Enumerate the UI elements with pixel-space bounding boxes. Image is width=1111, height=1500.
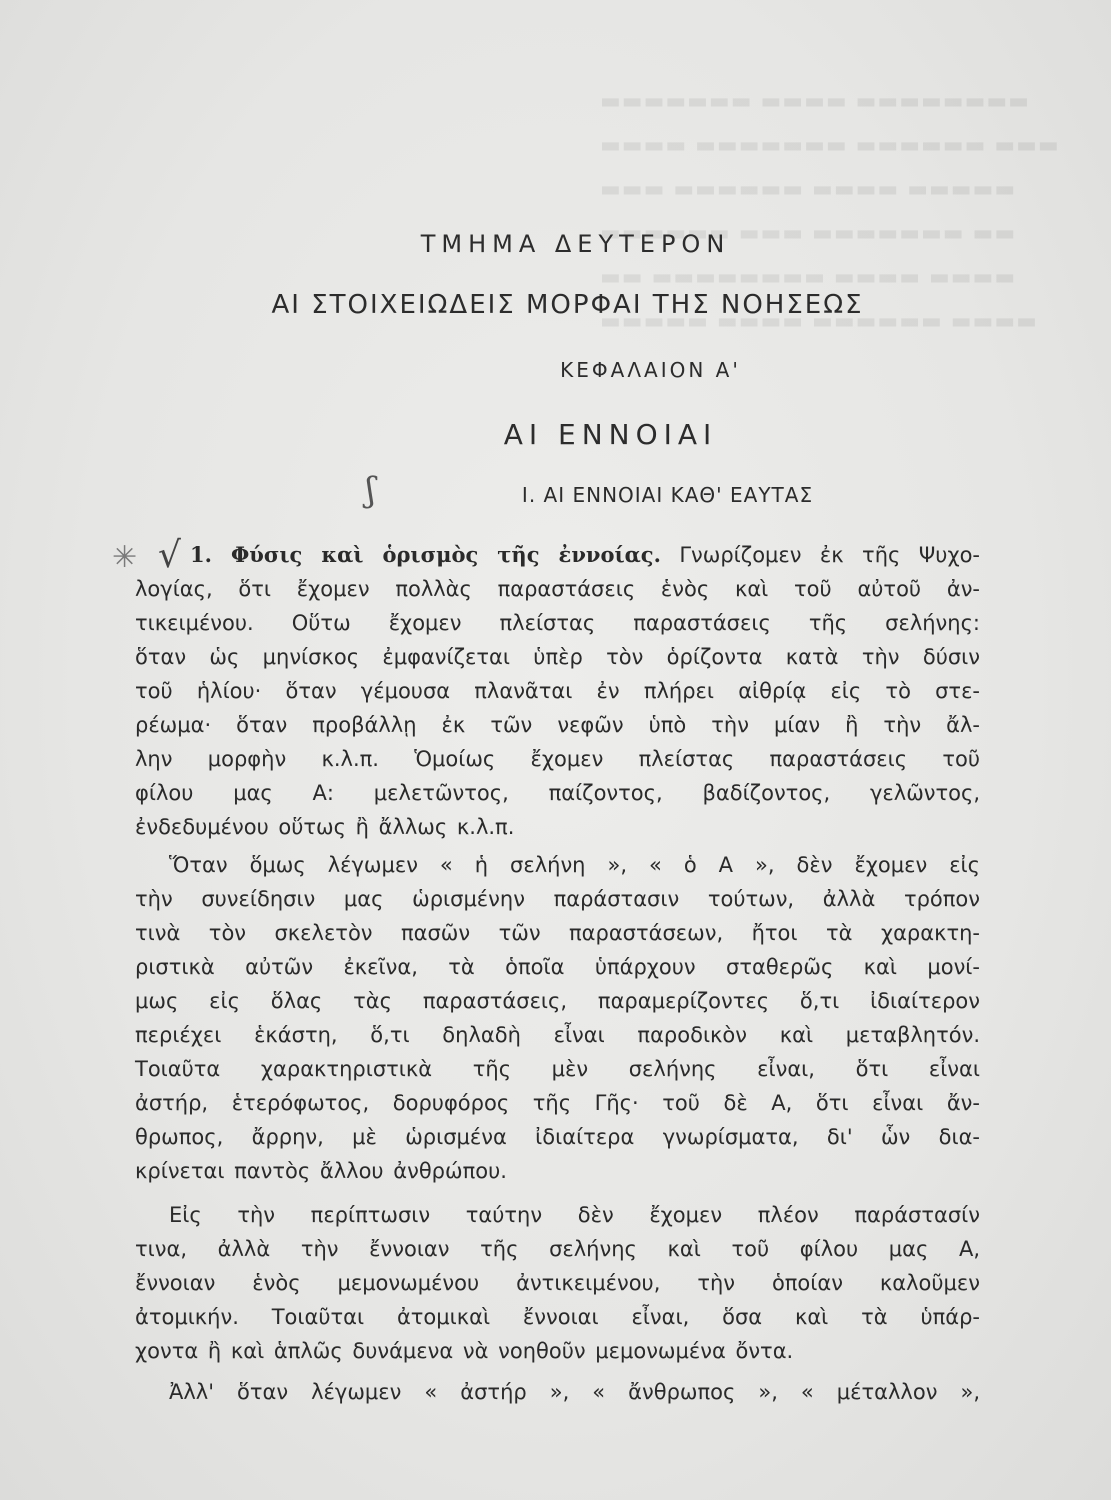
text-line: λην μορφὴν κ.λ.π. Ὁμοίως ἔχομεν πλείστας παραστάσεις τοῦ xyxy=(135,747,980,771)
text-line: Ὅταν ὅμως λέγωμεν « ἡ σελήνη », « ὁ Α », δὲν ἔχομεν εἰς xyxy=(169,853,980,877)
text-line: ἀτομικήν. Τοιαῦται ἀτομικαὶ ἔννοιαι εἶναι, ὅσα καὶ τὰ ὑπάρ- xyxy=(135,1305,980,1329)
text-line: μως εἰς ὅλας τὰς παραστάσεις, παραμερίζοντες ὅ,τι ἰδιαίτερον xyxy=(135,989,980,1013)
text-line: τινὰ τὸν σκελετὸν πασῶν τῶν παραστάσεων, ἤτοι τὰ χαρακτη- xyxy=(135,921,980,945)
paragraph-3 xyxy=(135,1198,980,1368)
section-heading: ΤΜΗΜΑ ΔΕΥΤΕΡΟΝ xyxy=(420,230,731,258)
paragraph-1-line-0-rest: Γνωρίζομεν ἐκ τῆς Ψυχο- xyxy=(660,543,980,567)
text-line: θρωπος, ἄρρην, μὲ ὡρισμένα ἰδιαίτερα γνωρίσματα, δι' ὧν δια- xyxy=(135,1125,980,1149)
margin-star-mark: ✳ xyxy=(112,540,138,575)
part-heading: ΑΙ ΣΤΟΙΧΕΙΩΔΕΙΣ ΜΟΡΦΑΙ ΤΗΣ ΝΟΗΣΕΩΣ xyxy=(271,290,864,320)
text-line: τικειμένου. Οὕτω ἔχομεν πλείστας παραστάσεις τῆς σελήνης: xyxy=(135,611,980,635)
text-line: ὅταν ὡς μηνίσκος ἐμφανίζεται ὑπὲρ τὸν ὁρίζοντα κατὰ τὴν δύσιν xyxy=(135,645,980,669)
check-mark: √ xyxy=(158,535,181,576)
paragraph-1-line-0 xyxy=(135,538,980,572)
text-line: κρίνεται παντὸς ἄλλου ἀνθρώπου. xyxy=(135,1159,507,1183)
text-line: περιέχει ἑκάστη, ὅ,τι δηλαδὴ εἶναι παροδικὸν καὶ μεταβλητόν. xyxy=(135,1023,980,1047)
text-line: τὴν συνείδησιν μας ὡρισμένην παράστασιν τούτων, ἀλλὰ τρόπον xyxy=(135,887,980,911)
text-line: ριστικὰ αὐτῶν ἐκεῖνα, τὰ ὁποῖα ὑπάρχουν σταθερῶς καὶ μονί- xyxy=(135,955,980,979)
text-line: ἀστήρ, ἑτερόφωτος, δορυφόρος τῆς Γῆς· τοῦ δὲ Α, ὅτι εἶναι ἄν- xyxy=(135,1091,980,1115)
chapter-title: ΑΙ ΕΝΝΟΙΑΙ xyxy=(503,418,718,451)
definition-lead: 1. Φύσις καὶ ὁρισμὸς τῆς ἐννοίας. xyxy=(190,542,661,567)
subsection-heading: Ι. ΑΙ ΕΝΝΟΙΑΙ ΚΑΘ' ΕΑΥΤΑΣ xyxy=(521,483,814,507)
text-line: χοντα ἢ καὶ ἁπλῶς δυνάμενα νὰ νοηθοῦν μεμονωμένα ὄντα. xyxy=(135,1339,794,1363)
paragraph-4 xyxy=(135,1375,980,1409)
text-line: Εἰς τὴν περίπτωσιν ταύτην δὲν ἔχομεν πλέον παράστασίν xyxy=(169,1203,980,1227)
text-line: ἔννοιαν ἑνὸς μεμονωμένου ἀντικειμένου, τὴν ὁποίαν καλοῦμεν xyxy=(135,1271,980,1295)
chapter-heading: ΚΕΦΑΛΑΙΟΝ Α' xyxy=(560,358,741,382)
text-line: ρέωμα· ὅταν προβάλλῃ ἐκ τῶν νεφῶν ὑπὸ τὴν μίαν ἢ τὴν ἄλ- xyxy=(135,713,980,737)
show-through-texture: ▬▬▬▬▬▬▬ ▬▬▬▬ ▬▬▬▬▬▬▬▬ ▬▬▬▬ ▬▬▬▬▬▬▬ ▬▬▬▬▬▬ ▬▬▬ ▬▬▬ ▬▬▬▬▬▬ ▬▬▬▬ ▬▬▬▬▬ ▬▬▬▬▬▬ ▬▬▬ ▬▬▬▬▬▬▬ ▬▬ ▬▬ ▬▬▬▬▬▬▬▬ ▬▬▬▬ ▬▬▬▬ ▬▬▬▬▬ ▬▬▬▬ ▬▬▬▬▬▬ ▬▬▬▬ xyxy=(600,89,1060,334)
paragraph-1 xyxy=(135,538,980,844)
text-line: Τοιαῦτα χαρακτηριστικὰ τῆς μὲν σελήνης εἶναι, ὅτι εἶναι xyxy=(135,1057,980,1081)
text-line: Ἀλλ' ὅταν λέγωμεν « ἀστήρ », « ἄνθρωπος », « μέταλλον », xyxy=(169,1380,980,1404)
text-line: τινα, ἀλλὰ τὴν ἔννοιαν τῆς σελήνης καὶ τοῦ φίλου μας Α, xyxy=(135,1237,980,1261)
text-line: τοῦ ἡλίου· ὅταν γέμουσα πλανᾶται ἐν πλήρει αἰθρίᾳ εἰς τὸ στε- xyxy=(135,679,980,703)
paragraph-2 xyxy=(135,848,980,1188)
text-line: φίλου μας Α: μελετῶντος, παίζοντος, βαδίζοντος, γελῶντος, xyxy=(135,781,980,805)
subsection-pencil-mark: ʃ xyxy=(366,470,376,510)
text-line: λογίας, ὅτι ἔχομεν πολλὰς παραστάσεις ἑνὸς καὶ τοῦ αὐτοῦ ἀν- xyxy=(135,577,980,601)
text-line: ἐνδεδυμένου οὕτως ἢ ἄλλως κ.λ.π. xyxy=(135,815,515,839)
